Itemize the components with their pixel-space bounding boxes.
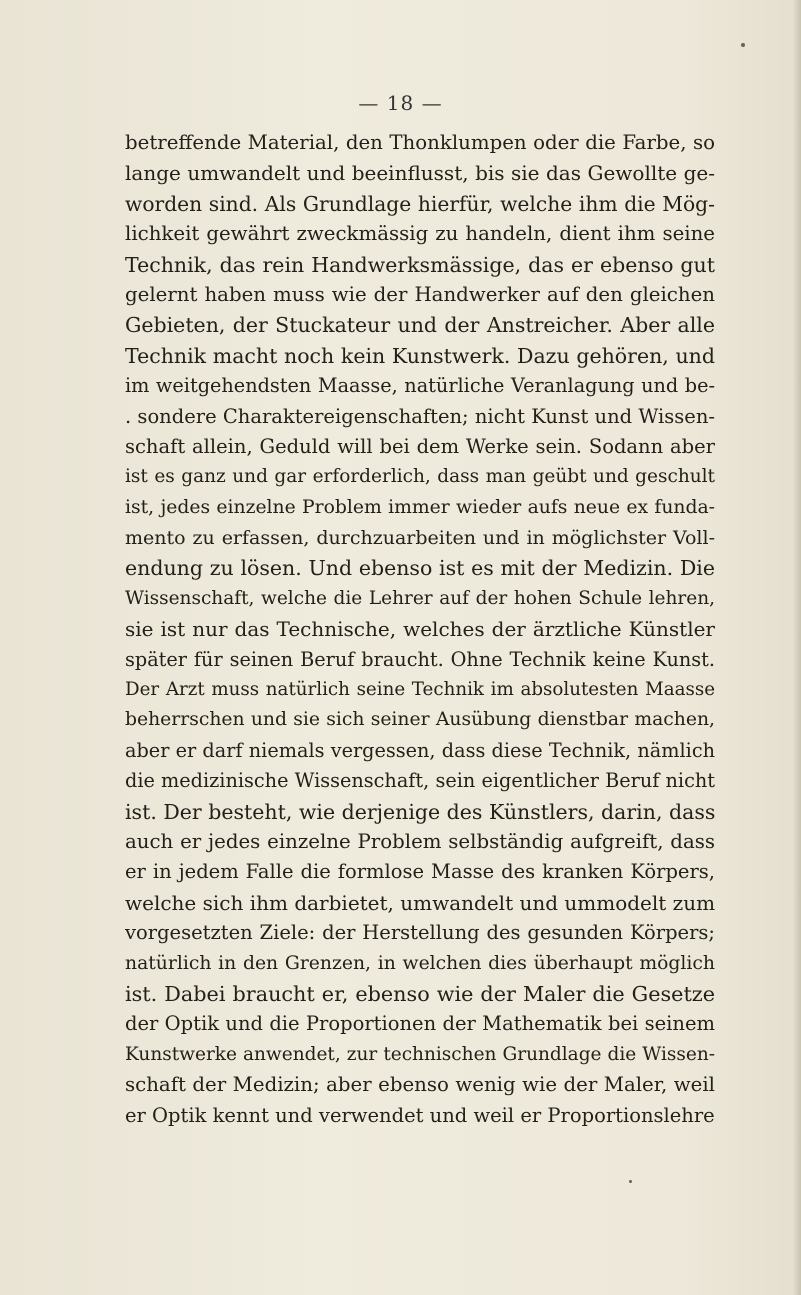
text-line: Kunstwerke anwendet, zur technischen Grundlage die Wissen- [125, 1043, 715, 1065]
text-line: er in jedem Falle die formlose Masse des kranken Körpers, [125, 860, 715, 884]
text-line: ist. Dabei braucht er, ebenso wie der Maler die Gesetze [125, 981, 715, 1006]
text-line: beherrschen und sie sich seiner Ausübung dienstbar machen, [125, 709, 715, 731]
page-edge-shadow [793, 0, 801, 1295]
text-line: Wissenschaft, welche die Lehrer auf der hohen Schule lehren, [125, 587, 715, 609]
print-speck [629, 1180, 632, 1183]
text-line: mento zu erfassen, durchzuarbeiten und in möglichster Voll- [125, 527, 715, 550]
text-line: ist, jedes einzelne Problem immer wieder aufs neue ex funda- [125, 496, 715, 518]
text-line: welche sich ihm darbietet, umwandelt und ummodelt zum [125, 890, 716, 915]
text-line: . sondere Charaktereigenschaften; nicht Kunst und Wissen- [125, 404, 715, 428]
text-line: gelernt haben muss wie der Handwerker auf den gleichen [125, 282, 715, 306]
text-line: Technik macht noch kein Kunstwerk. Dazu gehören, und [125, 343, 715, 368]
text-line: Der Arzt muss natürlich seine Technik im absolutesten Maasse [125, 679, 715, 701]
text-line: die medizinische Wissenschaft, sein eigentlicher Beruf nicht [125, 769, 715, 793]
text-line: vorgesetzten Ziele: der Herstellung des gesunden Körpers; [125, 921, 715, 945]
text-line: lange umwandelt und beeinflusst, bis sie das Gewollte ge- [125, 161, 715, 186]
text-line: ist. Der besteht, wie derjenige des Künstlers, darin, dass [125, 799, 716, 824]
text-line: natürlich in den Grenzen, in welchen dies überhaupt möglich [125, 952, 715, 974]
text-line: schaft allein, Geduld will bei dem Werke sein. Sodann aber [125, 434, 715, 458]
text-line: der Optik und die Proportionen der Mathematik bei seinem [125, 1012, 715, 1036]
text-line: worden sind. Als Grundlage hierfür, welche ihm die Mög- [125, 191, 715, 216]
text-line: ist es ganz und gar erforderlich, dass man geübt und geschult [125, 466, 715, 488]
text-line: endung zu lösen. Und ebenso ist es mit der Medizin. Die [125, 556, 715, 581]
text-line: lichkeit gewährt zweckmässig zu handeln, dient ihm seine [125, 222, 715, 246]
text-line: er Optik kennt und verwendet und weil er Proportionslehre [125, 1103, 715, 1127]
text-line: Technik, das rein Handwerksmässige, das er ebenso gut [125, 252, 715, 277]
text-line: schaft der Medizin; aber ebenso wenig wie der Maler, weil [125, 1073, 715, 1097]
text-line: später für seinen Beruf braucht. Ohne Technik keine Kunst. [125, 647, 715, 671]
print-speck [741, 43, 745, 47]
text-line: aber er darf niemals vergessen, dass diese Technik, nämlich [125, 738, 715, 762]
text-line: Gebieten, der Stuckateur und der Anstreicher. Aber alle [125, 313, 715, 338]
body-text [125, 128, 715, 1131]
text-line: im weitgehendsten Maasse, natürliche Veranlagung und be- [125, 374, 715, 398]
text-line: betreffende Material, den Thonklumpen oder die Farbe, so [125, 131, 715, 154]
text-line: sie ist nur das Technische, welches der ärztliche Künstler [125, 617, 715, 642]
text-line: auch er jedes einzelne Problem selbständig aufgreift, dass [125, 829, 715, 853]
page-number: — 18 — [358, 91, 443, 115]
